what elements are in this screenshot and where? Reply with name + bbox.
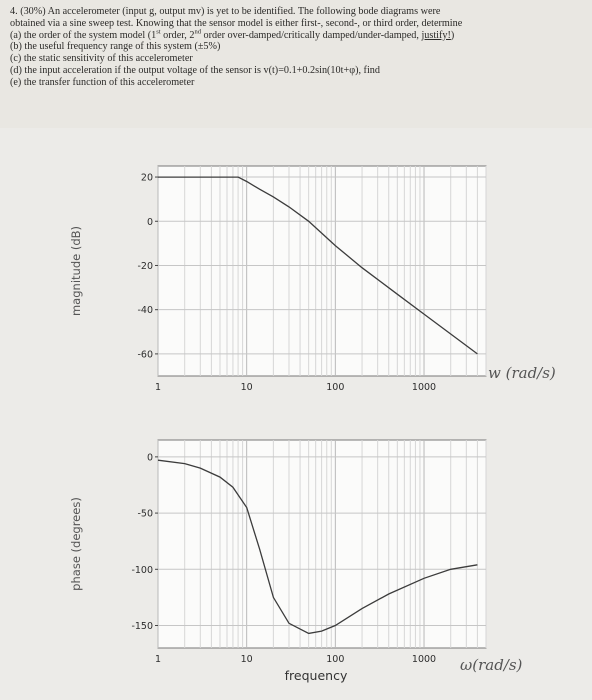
y-tick-label: -60 <box>137 349 153 361</box>
x-axis-label: frequency <box>284 668 348 683</box>
handwritten-note: ω(rad/s) <box>460 656 523 674</box>
magnitude-plot <box>0 128 592 408</box>
x-tick-label: 1000 <box>411 654 437 665</box>
x-tick-label: 10 <box>240 382 253 393</box>
phase-plot <box>0 408 592 700</box>
bode-plot-photo <box>0 128 592 700</box>
question-part-d: (d) the input acceleration if the output voltage of the sensor is v(t)=0.1+0.2sin(10t+φ), find <box>10 64 380 76</box>
y-tick-label: 20 <box>140 172 153 184</box>
y-tick-label: -150 <box>131 621 153 633</box>
x-tick-label: 10 <box>240 654 253 665</box>
question-text <box>0 0 592 128</box>
y-axis-label: phase (degrees) <box>69 497 83 591</box>
handwritten-note: w (rad/s) <box>488 364 556 382</box>
y-axis-label: magnitude (dB) <box>69 225 83 317</box>
y-tick-label: 0 <box>146 452 153 464</box>
question-heading: 4. (30%) An accelerometer (input g, output mv) is yet to be identified. The following bode diagrams were <box>10 6 441 17</box>
question-part-a: (a) the order of the system model (1st order, 2nd order over-damped/critically damped/under-damped, justify!) <box>10 28 455 41</box>
question-part-b: (b) the useful frequency range of this system (±5%) <box>10 41 221 53</box>
question-part-c: (c) the static sensitivity of this accelerometer <box>10 53 193 65</box>
question-line-2: obtained via a sine sweep test. Knowing that the sensor model is either first-, second-, or third order, determine <box>10 17 463 29</box>
y-tick-label: -100 <box>131 564 153 576</box>
question-part-e: (e) the transfer function of this accelerometer <box>10 76 195 88</box>
x-tick-label: 100 <box>326 654 345 665</box>
x-tick-label: 1 <box>154 382 162 393</box>
y-tick-label: 0 <box>146 216 153 228</box>
x-tick-label: 1 <box>154 654 162 665</box>
x-tick-label: 1000 <box>411 382 437 393</box>
y-tick-label: -50 <box>137 508 153 520</box>
x-tick-label: 100 <box>326 382 345 393</box>
y-tick-label: -20 <box>137 260 153 272</box>
y-tick-label: -40 <box>137 305 153 317</box>
